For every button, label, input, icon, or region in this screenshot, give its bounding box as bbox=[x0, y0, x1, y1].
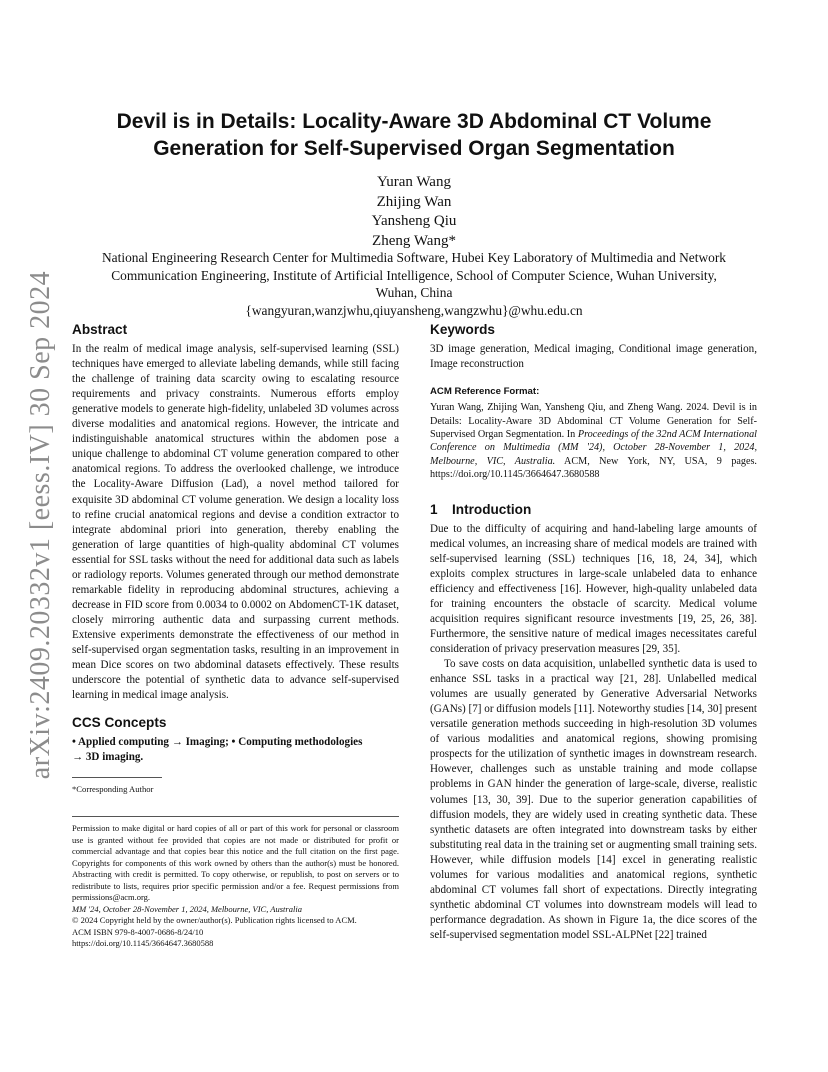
acm-isbn: ACM ISBN 979-8-4007-0686-8/24/10 bbox=[72, 926, 204, 937]
author-name: Zhijing Wan bbox=[376, 193, 452, 210]
ccs-concepts-line-1: • Applied computing → Imaging; • Computing methodologies bbox=[72, 736, 363, 749]
doi-link[interactable]: https://doi.org/10.1145/3664647.3680588 bbox=[72, 938, 214, 949]
author-name: Yansheng Qiu bbox=[371, 213, 457, 229]
conference-info: MM '24, October 28-November 1, 2024, Melbourne, VIC, Australia bbox=[72, 903, 302, 914]
affiliation-line: Wuhan, China bbox=[375, 285, 453, 301]
author-affiliation bbox=[70, 249, 758, 319]
acm-reference-format-label: ACM Reference Format: bbox=[430, 386, 540, 398]
right-column bbox=[430, 322, 757, 943]
author-name: Yuran Wang bbox=[377, 174, 451, 190]
introduction-paragraph-1: Due to the difficulty of acquiring and hand-labeling large amounts of medical volumes, an increasing share of medical models are trained with self-supervised learning (SSL) techniques [16, 18, 24, 34], which exploits complex structures in large-scale unlabeled data to enhance efficiency and effectiveness [16]. However, high-quality unlabeled data for training encounters the obstacle of scarcity. Medical volume acquisition requires significant resource investments [19, 25, 26, 38]. Furthermore, the sensitive nature of medical images necessitates careful consideration of privacy preservation measures [29, 35]. bbox=[430, 522, 757, 656]
title-line-1: Devil is in Details: Locality-Aware 3D Abdominal CT Volume bbox=[116, 110, 712, 133]
introduction-heading: 1 Introduction bbox=[430, 501, 532, 517]
abstract-text: In the realm of medical image analysis, self-supervised learning (SSL) techniques have emerged to alleviate labeling demands, while still facing the challenge of training data scarcity owing to escalating resource requirements and privacy constraints. Numerous efforts employ generative models to generate high-fidelity, unlabeled 3D volumes across diverse modalities and anatomical regions. However, the intricate and indistinguishable anatomical structures within the abdomen pose a unique challenge to abdominal CT volume generation compared to other anatomical regions. To address the overlooked challenge, we introduce the Locality-Aware Diffusion (Lad), a novel method tailored for exquisite 3D abdominal CT volume generation. We design a locality loss to refine crucial anatomical regions and devise a condition extractor to integrate abdominal priori into generation, thereby enabling the generation of large quantities of high-quality abdominal CT volumes essential for SSL tasks without the need for additional data such as labels or radiology reports. Volumes generated through our method demonstrate remarkable fidelity in reproducing abdominal structures, achieving a decrease in FID score from 0.0034 to 0.0002 on AbdomenCT-1K dataset, closely mirroring authentic data and surpassing current methods. Extensive experiments demonstrate the effectiveness of our method in self-supervised organ segmentation tasks, resulting in an improvement in mean Dice scores on two abdominal datasets effectively. These results underscore the potential of synthetic data to advance self-supervised learning in medical image analysis. bbox=[72, 343, 399, 702]
keywords-heading: Keywords bbox=[430, 322, 495, 337]
ccs-concepts-line-2: → 3D imaging. bbox=[72, 751, 144, 764]
keywords-text: 3D image generation, Medical imaging, Conditional image generation, Image reconstruction bbox=[430, 343, 757, 371]
corresponding-author-footnote: *Corresponding Author bbox=[72, 784, 154, 795]
paper-title bbox=[70, 108, 758, 162]
abstract-heading: Abstract bbox=[72, 322, 128, 337]
ccs-concepts-heading: CCS Concepts bbox=[72, 715, 167, 731]
affiliation-line: National Engineering Research Center for Multimedia Software, Hubei Key Laboratory of Multimedia and Network bbox=[102, 250, 726, 265]
copyright-notice: © 2024 Copyright held by the owner/author(s). Publication rights licensed to ACM. bbox=[72, 915, 357, 926]
permission-notice: Permission to make digital or hard copies of all or part of this work for personal or classroom use is granted without fee provided that copies are not made or distributed for profit or commercial advantage and that copies bear this notice and the full citation on the first page. Copyrights for components of this work owned by others than the author(s) must be honored. Abstracting with credit is permitted. To copy otherwise, or republish, to post on servers or to redistribute to lists, requires prior specific permission and/or a fee. Request permissions from permissions@acm.org. bbox=[72, 823, 399, 903]
arxiv-identifier-text: arXiv:2409.20332v1 [eess.IV] 30 Sep 2024 bbox=[25, 270, 56, 780]
author-name: Zheng Wang* bbox=[372, 232, 456, 249]
affiliation-line: Communication Engineering, Institute of Artificial Intelligence, School of Computer Science, Wuhan University, bbox=[111, 267, 717, 283]
title-line-2: Generation for Self-Supervised Organ Segmentation bbox=[153, 137, 675, 160]
author-list bbox=[70, 173, 758, 251]
introduction-paragraph-2: To save costs on data acquisition, unlabelled synthetic data is used to enhance SSL tasks in a practical way [21, 28]. Unlabelled medical volumes are usually generated by Generative Adversarial Networks (GANs) [7] or diffusion models [11]. Noteworthy studies [14, 30] present versatile generation methods succeeding in high-resolution 3D volumes of various modalities and anatomical regions, showing promising prospects for the utilization of synthetic images in downstream research. However, challenges such as unstable training and mode collapse problems in GAN hinder the generation of large-scale, diverse, realistic volumes [13, 30, 39]. Due to the superior generation capabilities of diffusion models, they are widely used in creating synthetic data. These synthetic datasets are often integrated into downstream tasks by either substituting real data in the training set or augmenting small training sets. However, while diffusion models [14] excel in generating realistic volumes for various modalities and anatomical regions, synthetic abdominal CT volumes fall short of expectations. Directly integrating synthetic abdominal CT volumes into downstream models will lead to performance degradation. As shown in Figure 1a, the dice scores of the self-supervised segmentation model SSL-ALPNet [22] trained bbox=[430, 658, 757, 941]
footnote-rule bbox=[72, 777, 162, 778]
author-emails: {wangyuran,wanzjwhu,qiuyansheng,wangzwhu}@whu.edu.cn bbox=[245, 302, 583, 318]
permission-rule bbox=[72, 816, 399, 817]
left-column bbox=[72, 322, 399, 950]
acm-reference-text: Yuran Wang, Zhijing Wan, Yansheng Qiu, and Zheng Wang. 2024. Devil is in Details: Locality-Aware 3D Abdominal CT Volume Generation for Self-Supervised Organ Segmentation. In Proceedings of the 32nd ACM International Conference on Multimedia (MM '24), October 28-November 1, 2024, Melbourne, VIC, Australia. ACM, New York, NY, USA, 9 pages. https://doi.org/10.1145/3664647.3680588 bbox=[430, 402, 758, 481]
arxiv-identifier-stamp bbox=[20, 270, 62, 780]
